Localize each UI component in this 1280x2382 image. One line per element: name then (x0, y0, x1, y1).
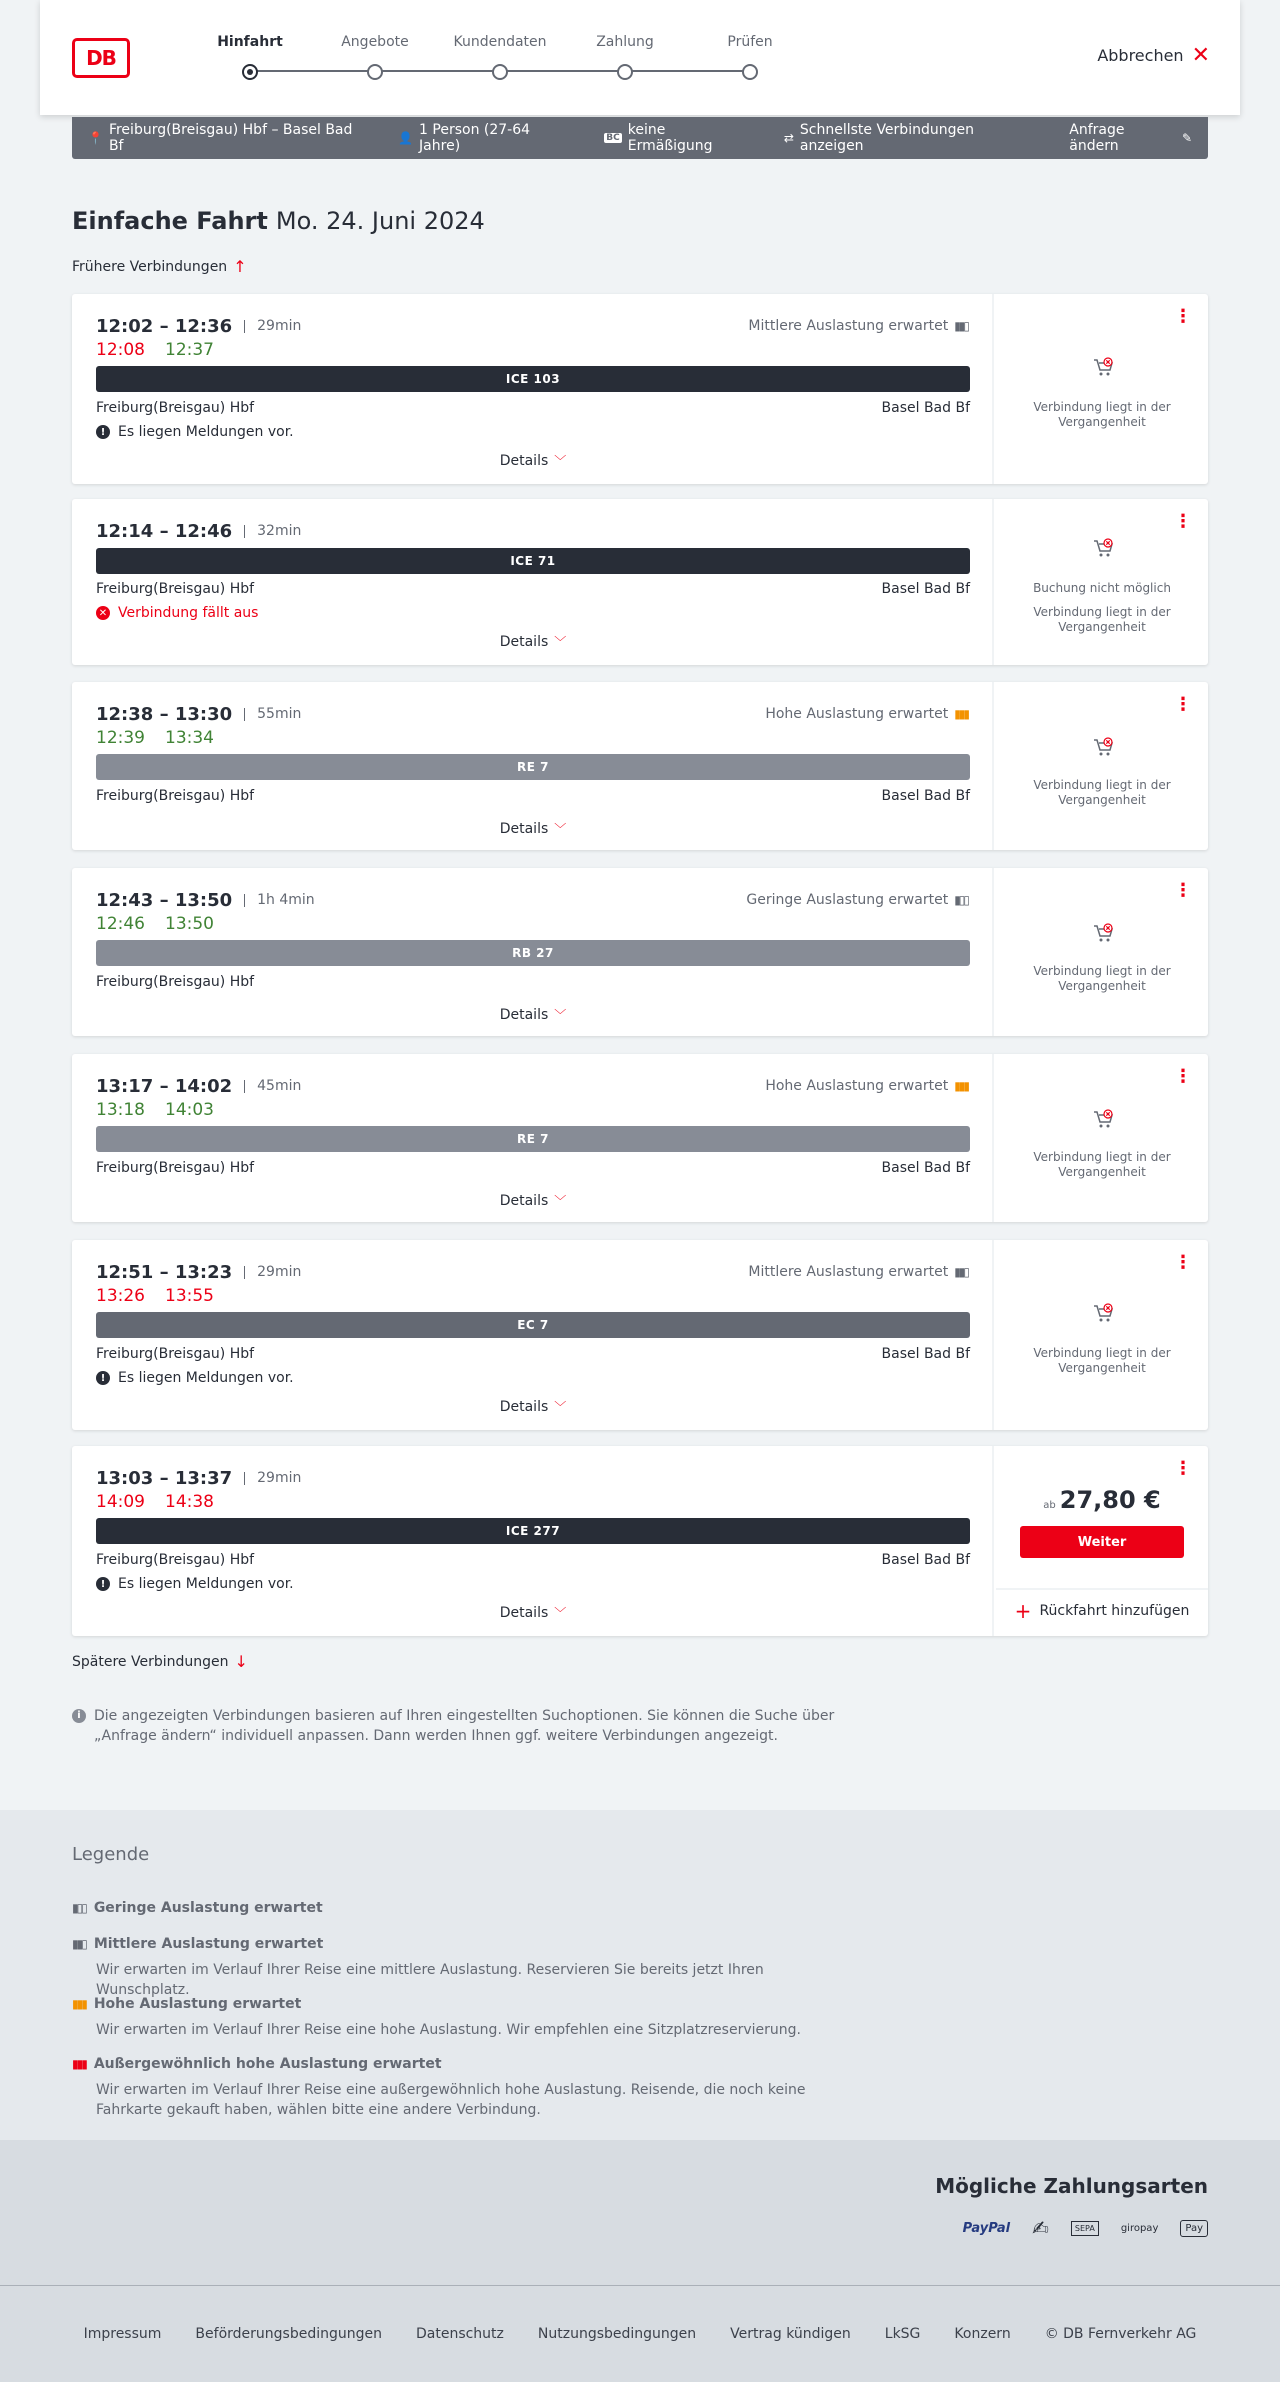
legend-title: Legende (72, 1844, 150, 1865)
more-options-icon[interactable]: ⋮ (1174, 1066, 1192, 1087)
message-text: Es liegen Meldungen vor. (118, 1576, 294, 1592)
past-connection-text: Verbindung liegt in der Vergangenheit (1033, 778, 1171, 807)
train-bar[interactable]: EC 7 (96, 1312, 970, 1338)
connection-times (96, 1468, 301, 1489)
chevron-down-icon: ﹀ (554, 1606, 567, 1620)
sepa-icon: SEPA (1071, 2221, 1099, 2236)
details-toggle[interactable] (72, 452, 994, 469)
legend-item-text: Wir erwarten im Verlauf Ihrer Reise eine hohe Auslastung. Wir empfehlen eine Sitzplatzreservierung. (96, 2022, 801, 2038)
realtime-arrival: 14:38 (165, 1492, 214, 1512)
occupancy-low-icon: ▮▯▯ (954, 893, 968, 907)
realtime-departure: 12:08 (96, 340, 145, 360)
legend-item-title: Hohe Auslastung erwartet (93, 1996, 302, 2012)
chevron-down-icon: ﹀ (554, 1008, 567, 1022)
legend-item-high (72, 1996, 852, 2040)
details-label: Details (499, 1605, 549, 1621)
realtime-arrival: 13:50 (165, 914, 214, 934)
footer-link-befoerderungsbedingungen[interactable]: Beförderungsbedingungen (195, 2326, 382, 2342)
realtime (96, 1100, 214, 1120)
realtime-arrival: 12:37 (165, 340, 214, 360)
origin-station: Freiburg(Breisgau) Hbf (96, 1552, 255, 1568)
connection-main (72, 294, 994, 484)
realtime-departure: 14:09 (96, 1492, 145, 1512)
more-options-icon[interactable]: ⋮ (1174, 1252, 1192, 1273)
connection-main (72, 682, 994, 850)
more-options-icon[interactable]: ⋮ (1174, 694, 1192, 715)
origin-station: Freiburg(Breisgau) Hbf (96, 788, 255, 804)
train-bar[interactable]: RE 7 (96, 1126, 970, 1152)
realtime (96, 914, 214, 934)
cart-unavailable-icon (1092, 736, 1114, 758)
stations (96, 1346, 970, 1362)
realtime (96, 1286, 214, 1306)
passenger-text: 1 Person (27-64 Jahre) (419, 122, 531, 154)
occupancy-medium-icon: ▮▮▯ (954, 1265, 968, 1279)
chevron-down-icon: ﹀ (554, 1400, 567, 1414)
bahncard-icon: BC (606, 133, 620, 143)
price-prefix: ab (1043, 1500, 1056, 1511)
footer (0, 2285, 1280, 2382)
realtime-arrival: 13:34 (165, 728, 214, 748)
stations (96, 581, 970, 597)
train-bar[interactable]: RE 7 (96, 754, 970, 780)
step-dot (242, 64, 258, 80)
cancellation-notice (96, 605, 258, 621)
legend-item-text: Wir erwarten im Verlauf Ihrer Reise eine außergewöhnlich hohe Auslastung. Reisende, die noch keine Fahrkarte gekauft haben, wählen bitte eine andere Verbindung. (96, 2082, 806, 2118)
legend-item-medium (72, 1936, 852, 2000)
footer-link-impressum[interactable]: Impressum (83, 2326, 162, 2342)
earlier-label: Frühere Verbindungen (72, 258, 228, 275)
connection-times (96, 1262, 301, 1283)
planned-times: 12:38 – 13:30 (96, 704, 233, 725)
origin-station: Freiburg(Breisgau) Hbf (96, 974, 255, 990)
past-connection-text: Verbindung liegt in der Vergangenheit (1033, 964, 1171, 993)
step-label: Kundendaten (453, 34, 547, 50)
step-hinfahrt (190, 34, 310, 80)
more-options-icon[interactable]: ⋮ (1174, 1458, 1192, 1479)
footer-link-konzern[interactable]: Konzern (954, 2326, 1011, 2342)
origin-station: Freiburg(Breisgau) Hbf (96, 581, 255, 597)
occupancy-high-icon: ▮▮▮ (954, 1079, 968, 1093)
duration: 45min (244, 1080, 301, 1093)
destination-station: Basel Bad Bf (881, 581, 970, 597)
connection-side (996, 1054, 1208, 1222)
later-label: Spätere Verbindungen (72, 1653, 229, 1670)
payment-title: Mögliche Zahlungsarten (935, 2174, 1208, 2198)
details-label: Details (499, 1193, 549, 1209)
legend-item-exceptional (72, 2056, 852, 2120)
destination-station: Basel Bad Bf (881, 788, 970, 804)
discount-summary (604, 122, 752, 154)
credit-card-hand-icon: ✍ (1032, 2216, 1049, 2240)
realtime (96, 340, 214, 360)
payment-methods-section (0, 2140, 1280, 2285)
realtime-departure: 12:39 (96, 728, 145, 748)
details-label: Details (499, 634, 549, 650)
step-dot (742, 64, 758, 80)
fastest-text: Schnellste Verbindungen anzeigen (799, 122, 974, 154)
discount-text: keine Ermäßigung (627, 122, 713, 154)
origin-station: Freiburg(Breisgau) Hbf (96, 1346, 255, 1362)
realtime-arrival: 13:55 (165, 1286, 214, 1306)
add-return-button[interactable] (996, 1588, 1208, 1632)
cart-unavailable-icon (1092, 537, 1114, 559)
origin-station: Freiburg(Breisgau) Hbf (96, 400, 255, 416)
db-logo[interactable]: DB (72, 38, 130, 78)
message-notice (96, 1370, 294, 1386)
passenger-summary (398, 122, 572, 154)
giropay-icon: giropay (1120, 2222, 1159, 2234)
connection-side (996, 868, 1208, 1036)
location-pin-icon: 📍 (88, 131, 103, 145)
message-notice (96, 424, 294, 440)
connection-side (996, 1240, 1208, 1430)
train-bar[interactable]: ICE 277 (96, 1518, 970, 1544)
search-info-note (72, 1706, 852, 1746)
cancel-label: Abbrechen (1097, 46, 1184, 65)
search-summary-bar (72, 117, 1208, 159)
chevron-down-icon: ﹀ (554, 1194, 567, 1208)
duration: 29min (244, 320, 301, 333)
duration: 29min (244, 1266, 301, 1279)
step-label: Zahlung (596, 34, 654, 50)
stations (96, 788, 970, 804)
destination-station: Basel Bad Bf (881, 400, 970, 416)
planned-times: 12:43 – 13:50 (96, 890, 233, 911)
earlier-connections-link[interactable] (72, 257, 247, 276)
step-dot (367, 64, 383, 80)
connection-card[interactable] (72, 1054, 1208, 1222)
stations (96, 1552, 970, 1568)
planned-times: 13:17 – 14:02 (96, 1076, 233, 1097)
step-label: Angebote (341, 34, 409, 50)
occupancy-indicator (765, 1078, 968, 1094)
info-icon: i (72, 1709, 86, 1723)
occupancy-text: Hohe Auslastung erwartet (765, 706, 949, 722)
stations (96, 974, 970, 990)
occupancy-indicator (748, 1264, 968, 1280)
realtime-departure: 12:46 (96, 914, 145, 934)
occupancy-text: Geringe Auslastung erwartet (746, 892, 949, 908)
occupancy-indicator (765, 706, 968, 722)
details-toggle[interactable] (72, 1006, 994, 1023)
occupancy-text: Hohe Auslastung erwartet (765, 1078, 949, 1094)
past-connection-text: Verbindung liegt in der Vergangenheit (1033, 605, 1171, 634)
step-dot (492, 64, 508, 80)
details-toggle[interactable] (72, 1192, 994, 1209)
paypal-icon: PayPal (962, 2220, 1011, 2236)
legend-item-text: Wir erwarten im Verlauf Ihrer Reise eine mittlere Auslastung. Reservieren Sie bereits jetzt Ihren Wunschplatz. (96, 1962, 764, 1998)
route-summary (88, 122, 366, 154)
details-toggle[interactable] (72, 1604, 994, 1621)
exclamation-icon: ! (96, 1371, 110, 1385)
route-text: Freiburg(Breisgau) Hbf – Basel Bad Bf (108, 122, 353, 154)
connection-side (996, 682, 1208, 850)
connection-main (72, 1240, 994, 1430)
planned-times: 12:02 – 12:36 (96, 316, 233, 337)
connection-times (96, 890, 315, 911)
cart-unavailable-icon (1092, 922, 1114, 944)
chevron-down-icon: ﹀ (554, 454, 567, 468)
cancel-circle-icon: ✕ (96, 606, 110, 620)
occupancy-high-icon: ▮▮▮ (72, 1997, 86, 2011)
step-kundendaten[interactable] (440, 34, 560, 80)
connection-main (72, 1054, 994, 1222)
realtime-arrival: 14:03 (165, 1100, 214, 1120)
planned-times: 12:14 – 12:46 (96, 521, 233, 542)
exclamation-icon: ! (96, 1577, 110, 1591)
legend-section (0, 1810, 1280, 2140)
occupancy-indicator (748, 318, 968, 334)
planned-times: 13:03 – 13:37 (96, 1468, 233, 1489)
occupancy-text: Mittlere Auslastung erwartet (748, 318, 949, 334)
train-bar[interactable]: ICE 103 (96, 366, 970, 392)
price (996, 1486, 1208, 1514)
connection-main (72, 499, 994, 665)
connection-times (96, 1076, 301, 1097)
connection-card[interactable] (72, 499, 1208, 665)
connection-card[interactable] (72, 294, 1208, 484)
train-bar[interactable]: ICE 71 (96, 548, 970, 574)
step-pruefen[interactable] (690, 34, 810, 80)
realtime (96, 728, 214, 748)
price-value: 27,80 € (1059, 1486, 1161, 1514)
change-request-button[interactable] (1069, 122, 1192, 154)
stations (96, 400, 970, 416)
connection-times (96, 704, 301, 725)
connection-times (96, 521, 301, 542)
footer-link-vertrag-kuendigen[interactable]: Vertrag kündigen (730, 2326, 851, 2342)
details-toggle[interactable] (72, 633, 994, 650)
message-text: Es liegen Meldungen vor. (118, 1370, 294, 1386)
message-text: Es liegen Meldungen vor. (118, 424, 294, 440)
exclamation-icon: ! (96, 425, 110, 439)
train-bar[interactable]: RB 27 (96, 940, 970, 966)
past-connection-text: Verbindung liegt in der Vergangenheit (1033, 400, 1171, 429)
fastest-option (784, 122, 1037, 154)
trip-type: Einfache Fahrt (72, 207, 268, 235)
connection-times (96, 316, 301, 337)
duration: 55min (244, 708, 301, 721)
realtime-departure: 13:18 (96, 1100, 145, 1120)
chevron-down-icon: ﹀ (554, 822, 567, 836)
destination-station: Basel Bad Bf (881, 1160, 970, 1176)
connection-main (72, 868, 994, 1036)
progress-stepper (210, 34, 773, 84)
person-icon: 👤 (398, 131, 414, 145)
destination-station: Basel Bad Bf (881, 1552, 970, 1568)
past-connection-text: Verbindung liegt in der Vergangenheit (1033, 1346, 1171, 1375)
occupancy-indicator (746, 892, 968, 908)
cart-unavailable-icon (1092, 1302, 1114, 1324)
duration: 29min (244, 1472, 301, 1485)
details-label: Details (499, 453, 549, 469)
realtime-departure: 13:26 (96, 1286, 145, 1306)
connection-side (996, 294, 1208, 484)
connection-side (996, 499, 1208, 665)
info-text: Die angezeigten Verbindungen basieren auf Ihren eingestellten Suchoptionen. Sie können die Suche über „Anfrage ändern“ individuell anpassen. Dann werden Ihnen ggf. weitere Verbindungen angezeigt. (94, 1708, 835, 1744)
legend-item-title: Mittlere Auslastung erwartet (93, 1936, 324, 1952)
footer-copyright: © DB Fernverkehr AG (1044, 2326, 1197, 2342)
continue-button[interactable]: Weiter (1020, 1526, 1184, 1558)
more-options-icon[interactable]: ⋮ (1174, 306, 1192, 327)
legend-item-low (72, 1900, 852, 1916)
plus-icon: + (1014, 1599, 1032, 1623)
step-label: Prüfen (727, 34, 773, 50)
details-label: Details (499, 1007, 549, 1023)
duration: 32min (244, 525, 301, 538)
connection-side (996, 1446, 1208, 1636)
occupancy-exceptional-icon: ▮▮▮ (72, 2057, 86, 2071)
details-toggle[interactable] (72, 820, 994, 837)
details-label: Details (499, 821, 549, 837)
apple-pay-icon: Pay (1180, 2220, 1208, 2237)
change-request-label: Anfrage ändern (1069, 122, 1125, 154)
step-zahlung[interactable] (565, 34, 685, 80)
swap-arrows-icon: ⇄ (783, 131, 794, 145)
step-angebote[interactable] (315, 34, 435, 80)
step-dot (617, 64, 633, 80)
legend-item-title: Geringe Auslastung erwartet (93, 1900, 323, 1916)
cart-unavailable-icon (1092, 1108, 1114, 1130)
occupancy-low-icon: ▮▯▯ (72, 1901, 86, 1915)
add-return-label: Rückfahrt hinzufügen (1039, 1603, 1190, 1619)
details-toggle[interactable] (72, 1398, 994, 1415)
footer-link-lksg[interactable]: LkSG (884, 2326, 921, 2342)
occupancy-medium-icon: ▮▮▯ (72, 1937, 86, 1951)
more-options-icon[interactable]: ⋮ (1174, 880, 1192, 901)
duration: 1h 4min (244, 894, 315, 907)
occupancy-high-icon: ▮▮▮ (954, 707, 968, 721)
details-label: Details (499, 1399, 549, 1415)
top-header (40, 0, 1240, 115)
realtime (96, 1492, 214, 1512)
occupancy-medium-icon: ▮▮▯ (954, 319, 968, 333)
connection-card[interactable] (72, 1240, 1208, 1430)
cart-unavailable-icon (1092, 356, 1114, 378)
connection-card[interactable] (72, 682, 1208, 850)
message-text: Verbindung fällt aus (118, 605, 259, 621)
more-options-icon[interactable]: ⋮ (1174, 511, 1192, 532)
connection-main (72, 1446, 994, 1636)
connection-card[interactable] (72, 1446, 1208, 1636)
stations (96, 1160, 970, 1176)
arrow-down-icon: ↓ (234, 1652, 248, 1671)
occupancy-text: Mittlere Auslastung erwartet (748, 1264, 949, 1280)
pencil-icon: ✎ (1181, 131, 1192, 145)
trip-date: Mo. 24. Juni 2024 (275, 207, 485, 235)
arrow-up-icon: ↑ (233, 257, 247, 276)
payment-icons (963, 2216, 1208, 2240)
close-icon: ✕ (1191, 42, 1210, 68)
cancel-button[interactable] (1097, 42, 1210, 68)
no-booking-text: Buchung nicht möglich (1033, 581, 1171, 595)
page-title (72, 207, 485, 235)
footer-link-datenschutz[interactable]: Datenschutz (415, 2326, 504, 2342)
origin-station: Freiburg(Breisgau) Hbf (96, 1160, 255, 1176)
later-connections-link[interactable] (72, 1652, 248, 1671)
destination-station: Basel Bad Bf (881, 1346, 970, 1362)
planned-times: 12:51 – 13:23 (96, 1262, 233, 1283)
legend-item-title: Außergewöhnlich hohe Auslastung erwartet (93, 2056, 442, 2072)
footer-link-nutzungsbedingungen[interactable]: Nutzungsbedingungen (537, 2326, 697, 2342)
message-notice (96, 1576, 294, 1592)
chevron-down-icon: ﹀ (554, 635, 567, 649)
connection-card[interactable] (72, 868, 1208, 1036)
past-connection-text: Verbindung liegt in der Vergangenheit (1033, 1150, 1171, 1179)
step-label: Hinfahrt (217, 34, 283, 50)
